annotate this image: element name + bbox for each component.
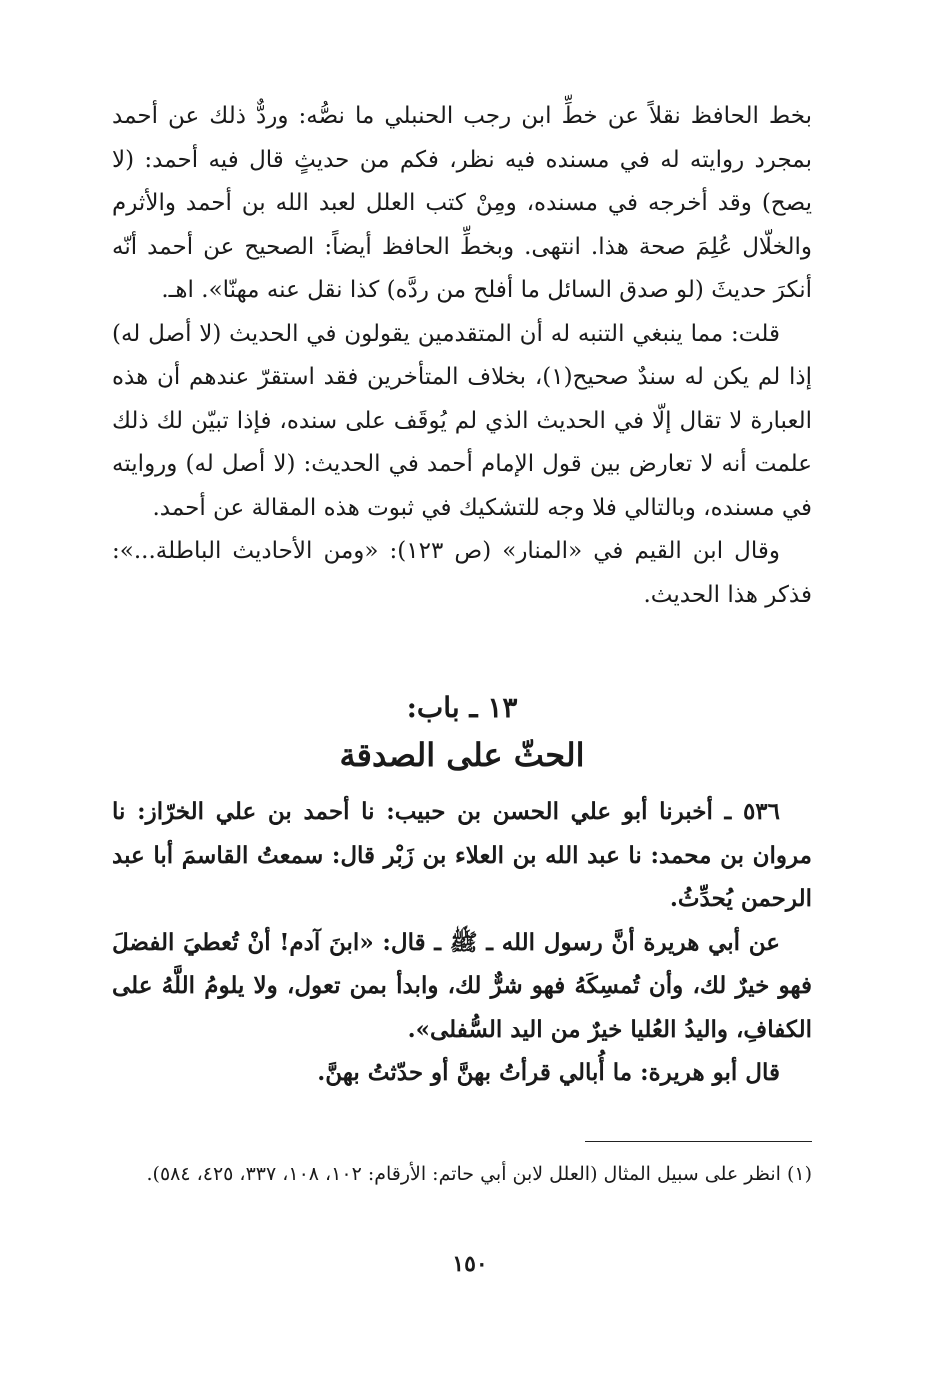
chapter-number: ١٣ ـ باب: <box>406 691 518 724</box>
hadith-closing: قال أبو هريرة: ما أُبالي قرأتُ بهنَّ أو حدّثتُ بهنَّ. <box>317 1059 780 1086</box>
paragraph-ibn-qayyim: وقال ابن القيم في «المنار» (ص ١٢٣): «ومن الأحاديث الباطلة...»: فذكر هذا الحديث. <box>112 538 812 608</box>
paragraph-comment: قلت: مما ينبغي التنبه له أن المتقدمين يقولون في الحديث (لا أصل له) إذا لم يكن له سندٌ صحيح(١)، بخلاف المتأخرين فقد استقرّ عندهم أن هذه العبارة لا تقال إلّا في الحديث الذي لم يُوقَف على سنده، فإذا تبيّن لك ذلك علمت أنه لا تعارض بين قول الإمام أحمد في الحديث: (لا أصل له) وروايته في مسنده، وبالتالي فلا وجه للتشكيك في ثبوت هذه المقالة عن أحمد. <box>112 320 813 521</box>
hadith-matn: عن أبي هريرة أنَّ رسول الله ـ ﷺ ـ قال: «ابنَ آدم! أنْ تُعطيَ الفضلَ فهو خيرٌ لك، وأن تُمسِكَهُ فهو شرٌّ لك، وابدأ بمن تعول، ولا يلومُ اللَّهُ على الكفافِ، واليدُ العُليا خيرٌ من اليد السُّفلى». <box>112 928 812 1043</box>
body-text-top <box>112 95 812 617</box>
paragraph-hafiz-quote: بخط الحافظ نقلاً عن خطِّ ابن رجب الحنبلي ما نصُّه: وردٌّ ذلك عن أحمد بمجرد روايته له في مسنده فيه نظر، فكم من حديثٍ قال فيه أحمد: (لا يصح) وقد أخرجه في مسنده، ومِنْ كتب العلل لعبد الله بن أحمد والأثرم والخلّال عُلِمَ صحة هذا. انتهى. وبخطِّ الحافظ أيضاً: الصحيح عن أحمد أنّه أنكرَ حديثَ (لو صدق السائل ما أفلح من ردَّه) كذا نقل عنه مهنّا». اهـ. <box>112 103 812 303</box>
hadith-block <box>112 790 812 1095</box>
footnote-separator <box>585 1141 812 1142</box>
hadith-isnad: ٥٣٦ ـ أخبرنا أبو علي الحسن بن حبيب: نا أحمد بن علي الخرّاز: نا مروان بن محمد: نا عبد الله بن العلاء بن زَبْر قال: سمعتُ القاسمَ أبا عبد الرحمن يُحدِّثُ. <box>112 798 812 912</box>
page-number: ١٥٠ <box>452 1251 488 1277</box>
chapter-title: الحثّ على الصدقة <box>339 736 585 774</box>
footnote: (١) انظر على سبيل المثال (العلل لابن أبي حاتم: الأرقام: ١٠٢، ١٠٨، ٣٣٧، ٤٢٥، ٥٨٤). <box>146 1163 812 1185</box>
